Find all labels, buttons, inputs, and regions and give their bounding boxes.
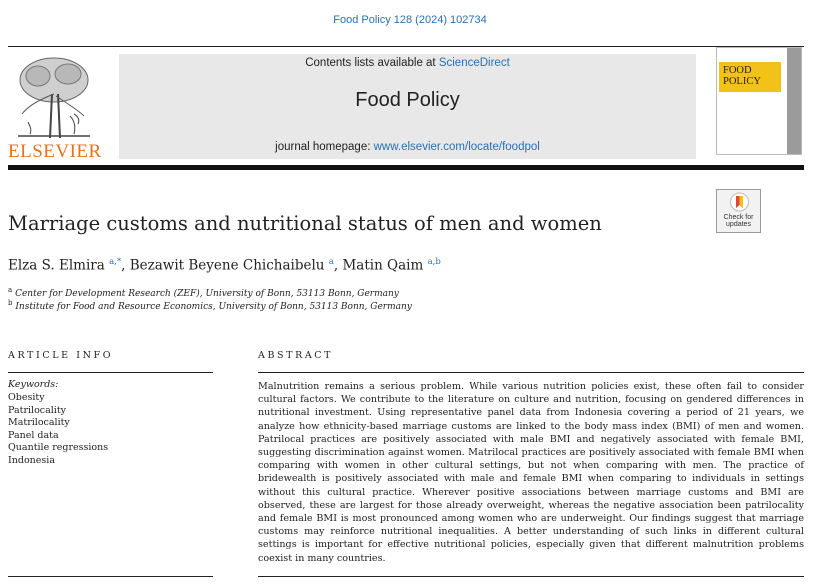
author-name[interactable]: Elza S. Elmira	[8, 257, 105, 274]
keyword-list	[8, 392, 108, 468]
article-info-rule	[8, 372, 213, 373]
journal-cover-thumbnail[interactable]	[716, 47, 802, 155]
keyword-item: Patrilocality	[8, 404, 67, 416]
article-title: Marriage customs and nutritional status of men and women	[8, 212, 602, 235]
author-affiliation-mark[interactable]: a,b	[427, 257, 441, 267]
header-top-rule	[8, 46, 804, 47]
author-affiliation-mark[interactable]: a	[328, 257, 334, 267]
cover-side-strip	[787, 48, 801, 154]
keyword-item: Quantile regressions	[8, 442, 109, 454]
affiliation	[8, 286, 399, 299]
journal-citation[interactable]: Food Policy 128 (2024) 102734	[333, 14, 487, 26]
contents-prefix: Contents lists available at	[305, 57, 439, 69]
elsevier-wordmark[interactable]: ELSEVIER	[8, 141, 102, 162]
affiliation-text: Institute for Food and Resource Economics, University of Bonn, 53113 Bonn, Germany	[15, 302, 412, 312]
keyword-item: Panel data	[8, 429, 59, 441]
keyword-item: Indonesia	[8, 454, 55, 466]
author-list: Elza S. Elmira $^{a,*}$, Bezawit Beyene Chichaibelu $^a$, Matin Qaim $^{a,b}$	[8, 257, 441, 274]
author-name[interactable]: Matin Qaim	[342, 257, 424, 274]
affiliation-text: Center for Development Research (ZEF), University of Bonn, 53113 Bonn, Germany	[15, 289, 399, 299]
author-affiliation-mark[interactable]: a,*	[109, 257, 122, 267]
check-for-updates-label	[717, 214, 760, 228]
cover-title-line1: FOOD	[723, 65, 752, 76]
affiliation-mark: b	[8, 299, 13, 307]
abstract-text: Malnutrition remains a serious problem. While various nutrition policies exist, these often fail to consider cultural factors. We contribute to the literature on culture and nutrition, focusing on gendered differences in nutritional investment. Using representative panel data from Indonesia covering a period of 21 years, we analyze how ethnicity-based marriage customs are linked to the body mass index (BMI) of men and women. Patrilocal practices are positively associated with male BMI and negatively associated with female BMI, suggesting discrimination against women. Matrilocal practices are positively associated with female BMI when comparing with women in other cultural settings, but not when comparing with men. The practice of bridewealth is positively associated with male and female BMI when comparing to individuals in settings without this cultural practice. Wherever positive associations between marriage customs and BMI are observed, these are largest for those already overweight, whereas the negative association been patrilocality and female BMI is most pronounced among women who are underweight. Our findings suggest that marriage customs may reinforce nutritional inequalities. A better understanding of such links in different cultural settings is important for effective nutritional policies, especially given that different malnutrition problems coexist in many countries.	[258, 381, 804, 564]
cover-title-line2: POLICY	[723, 76, 761, 87]
homepage-prefix: journal homepage:	[275, 141, 374, 153]
homepage-line	[119, 141, 696, 153]
abstract-heading: ABSTRACT	[258, 350, 334, 361]
check-for-updates-badge[interactable]	[716, 189, 761, 233]
affiliation	[8, 299, 412, 312]
journal-name: Food Policy	[355, 89, 460, 111]
affiliation-mark: a	[8, 286, 13, 294]
article-info-bottom-rule	[8, 576, 213, 577]
bookmark-icon	[717, 191, 762, 215]
author-name[interactable]: Bezawit Beyene Chichaibelu	[129, 257, 325, 274]
journal-homepage-link[interactable]: www.elsevier.com/locate/foodpol	[373, 141, 540, 153]
article-info-heading: ARTICLE INFO	[8, 350, 114, 361]
check-label-line2: updates	[726, 221, 751, 228]
keyword-item: Matrilocality	[8, 417, 70, 429]
header-thick-rule	[8, 165, 804, 170]
sciencedirect-link[interactable]: ScienceDirect	[438, 57, 510, 69]
check-label-line1: Check for	[723, 214, 754, 221]
cover-title	[723, 65, 761, 87]
keywords-label: Keywords:	[8, 379, 59, 390]
contents-line	[119, 57, 696, 69]
keyword-item: Obesity	[8, 392, 45, 403]
abstract-rule	[258, 372, 804, 373]
journal-header-box	[119, 54, 696, 159]
abstract-bottom-rule	[258, 576, 804, 577]
